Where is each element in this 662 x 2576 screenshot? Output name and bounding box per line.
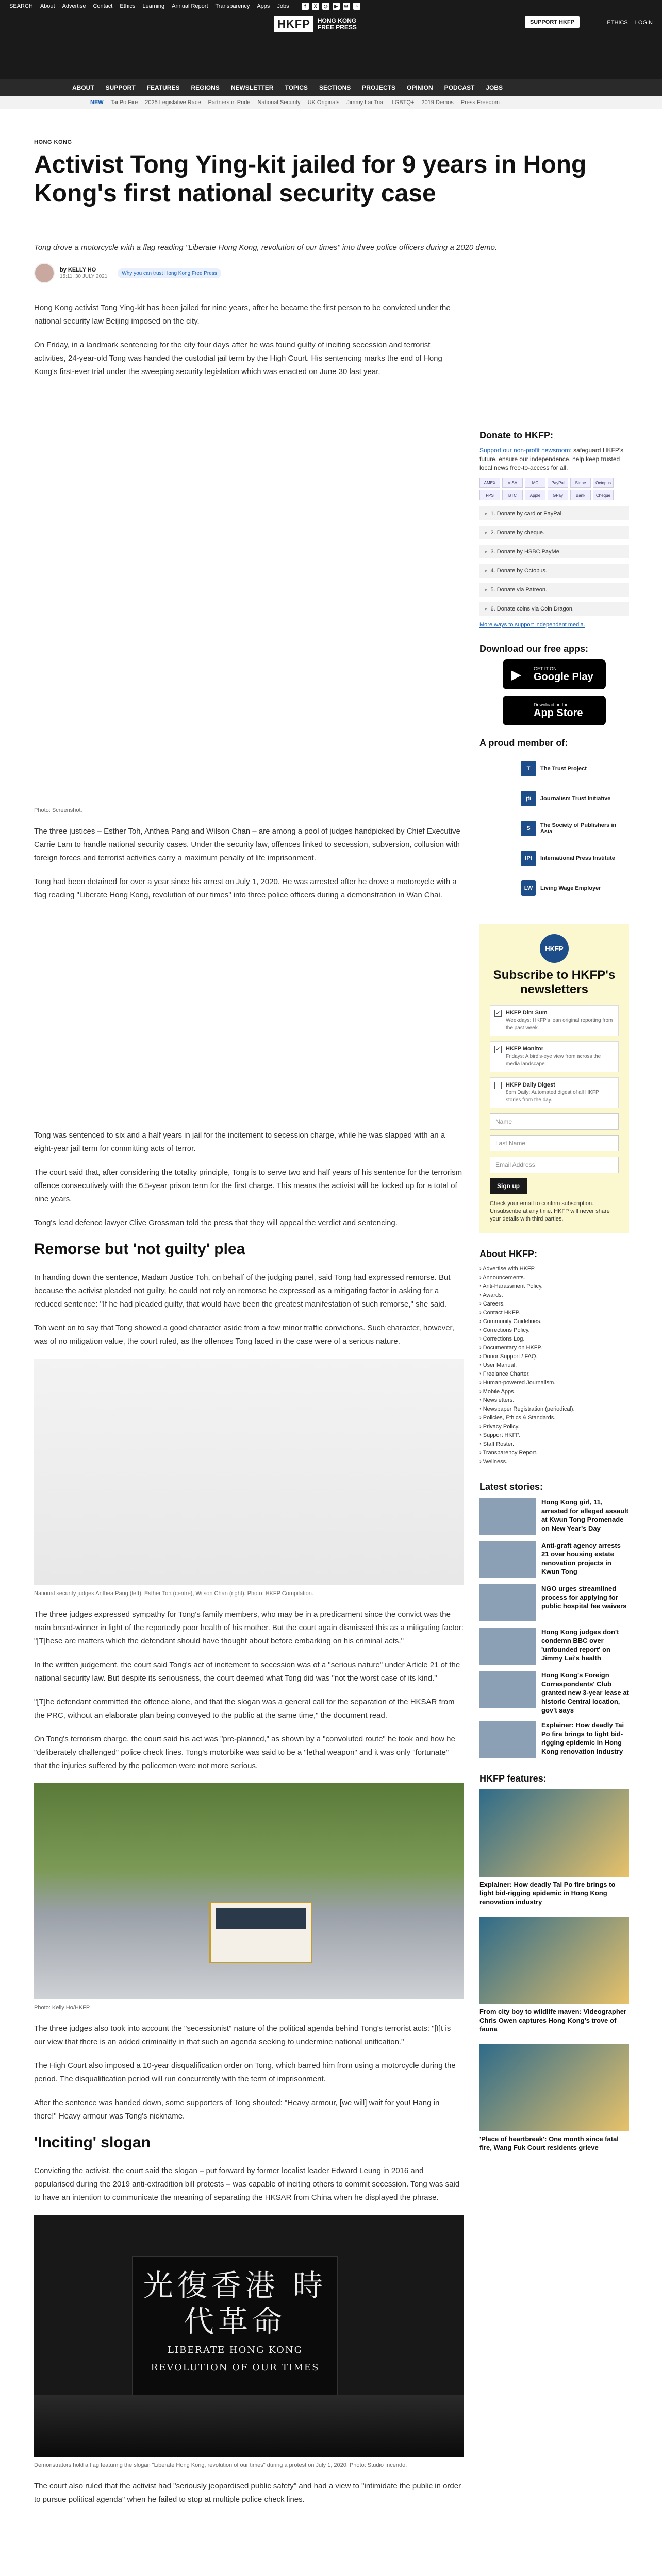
site-header (0, 12, 662, 79)
donate-option[interactable]: ▸ 6. Donate coins via Coin Dragon. (479, 602, 629, 616)
sopa-icon: S (521, 821, 536, 836)
last-name-input[interactable]: Last Name (490, 1135, 619, 1151)
byline (34, 263, 221, 283)
contact-link[interactable]: Contact (93, 3, 113, 9)
about-link[interactable]: › Newspaper Registration (periodical). (479, 1405, 629, 1414)
utility-bar (0, 0, 662, 12)
annual-report-link[interactable]: Annual Report (172, 3, 208, 9)
support-button[interactable]: SUPPORT HKFP (525, 16, 580, 28)
nav-about[interactable]: ABOUT (72, 84, 94, 91)
trending-item[interactable]: Press Freedom (460, 99, 500, 106)
nav-support[interactable]: SUPPORT (105, 84, 136, 91)
crowd-silhouette (34, 2395, 464, 2457)
instagram-icon[interactable]: ◎ (322, 3, 329, 10)
jobs-link[interactable]: Jobs (277, 3, 289, 9)
flag-chinese-text: 光復香港 時代革命 (143, 2268, 327, 2339)
google-play-label: Google Play (534, 671, 593, 683)
story-thumbnail (479, 1721, 536, 1758)
fps-icon: FPS (479, 490, 500, 500)
judges-photo (34, 1359, 464, 1585)
trending-new-label: NEW (90, 99, 104, 106)
embedded-media (34, 912, 464, 1129)
about-link[interactable]: › Wellness. (479, 1458, 629, 1466)
paragraph: The three judges expressed sympathy for Tong's family members, who may be in a predicament since the convict was the main bread-winner in light of the reportedly poor health of his mother. But the court again dismissed this as a mitigating factor: "[T]hese are matters which the defendant should have thought about before embarking on his criminal acts." (34, 1610, 464, 1646)
trending-item[interactable]: 2019 Demos (421, 99, 454, 106)
article-headline: Activist Tong Ying-kit jailed for 9 years in Hong Kong's first national security case (34, 151, 587, 207)
octopus-icon: Octopus (593, 478, 614, 488)
ipi-icon: IPI (521, 851, 536, 866)
about-link[interactable]: › Anti-Harassment Policy. (479, 1282, 629, 1291)
about-link[interactable]: › User Manual. (479, 1361, 629, 1370)
bitcoin-icon: BTC (502, 490, 523, 500)
email-input[interactable]: Email Address (490, 1157, 619, 1173)
donate-option[interactable]: ▸ 3. Donate by HSBC PayMe. (479, 545, 629, 558)
feature-card[interactable]: 'Place of heartbreak': One month since fatal fire, Wang Fuk Court residents grieve (479, 2044, 629, 2152)
paragraph: On Tong's terrorism charge, the court said his act was "pre-planned," as shown by a "convoluted route" he took and how he "deliberately challenged" police check lines. Tong's motorbike was said to be a "lethal weapon" and it was only "fortunate" that the injuries suffered by the policemen were not more serious. (34, 1735, 455, 1770)
feature-image (479, 1789, 629, 1877)
nav-features[interactable]: FEATURES (146, 84, 180, 91)
apps-title: Download our free apps: (479, 643, 589, 654)
newsletter-widget (479, 924, 629, 1233)
google-play-button[interactable] (503, 659, 606, 689)
paypal-icon: PayPal (548, 478, 568, 488)
about-link[interactable]: › Support HKFP. (479, 1431, 629, 1440)
donate-option[interactable]: ▸ 1. Donate by card or PayPal. (479, 506, 629, 520)
story-thumbnail (479, 1628, 536, 1665)
trending-item[interactable]: National Security (257, 99, 301, 106)
member-logo[interactable]: jti Journalism Trust Initiative (479, 784, 629, 814)
donate-intro-text: safeguard HKFP's future, ensure our independence, help keep trusted local news free-to-access for all. (479, 447, 624, 471)
checkbox-checked-icon[interactable]: ✓ (494, 1010, 502, 1017)
about-link[interactable]: › Privacy Policy. (479, 1422, 629, 1431)
email-icon[interactable]: ✉ (343, 3, 350, 10)
paragraph: The court said that, after considering the totality principle, Tong is to serve two and half years of his sentence for the terrorism offence consecutively with the 6.5-year prison term for the first charge. This means the activist will be locked up for a total of nine years. (34, 1168, 462, 1204)
about-link[interactable]: › Policies, Ethics & Standards. (479, 1414, 629, 1422)
paragraph: "[T]he defendant committed the offence alone, and that the slogan was a general call for the separation of the HKSAR from the PRC, without an elaborate plan being conveyed to the public at the same time," the document read. (34, 1698, 455, 1720)
about-link[interactable]: › Human-powered Journalism. (479, 1379, 629, 1387)
google-pay-icon: GPay (548, 490, 568, 500)
logo-mark: HKFP (274, 16, 313, 32)
trending-item[interactable]: 2025 Legislative Race (145, 99, 201, 106)
trust-badge[interactable]: Why you can trust Hong Kong Free Press (118, 268, 221, 278)
ethics-link[interactable]: Ethics (120, 3, 136, 9)
about-links (479, 1265, 629, 1466)
cheque-icon: Cheque (593, 490, 614, 500)
google-play-icon: ▶ (511, 667, 521, 682)
about-link[interactable]: › Freelance Charter. (479, 1370, 629, 1379)
latest-story[interactable]: Anti-graft agency arrests 21 over housing estate renovation projects in Kwun Tong (479, 1541, 629, 1578)
paragraph: Toh went on to say that Tong showed a good character aside from a few minor traffic convictions. Such character, however, was of no mitigation value, the court ruled, as the offences Tong faced in the case were of a serious nature. (34, 1324, 454, 1346)
nav-opinion[interactable]: OPINION (406, 84, 433, 91)
payment-icons (479, 478, 629, 500)
latest-story[interactable]: NGO urges streamlined process for applying for public hospital fee waivers (479, 1584, 629, 1621)
story-thumbnail (479, 1498, 536, 1535)
latest-story[interactable]: Hong Kong judges don't condemn BBC over 'unfounded report' on Jimmy Lai's health (479, 1628, 629, 1665)
donate-intro-link[interactable]: Support our non-profit newsroom: (479, 447, 572, 454)
checkbox-icon[interactable] (494, 1082, 502, 1089)
member-logo[interactable]: T The Trust Project (479, 754, 629, 784)
jti-icon: jti (521, 791, 536, 806)
about-link[interactable]: › Donor Support / FAQ. (479, 1352, 629, 1361)
image-caption: Photo: Kelly Ho/HKFP. (34, 2005, 91, 2011)
apps-link[interactable]: Apps (257, 3, 270, 9)
transparency-link[interactable]: Transparency (215, 3, 250, 9)
paragraph: After the sentence was handed down, some supporters of Tong shouted: "Heavy armour, [we will] wait for you! Hang in there!" Heavy armour was Tong's nickname. (34, 2098, 440, 2121)
donate-widget (479, 430, 629, 628)
trending-item[interactable]: Partners in Pride (208, 99, 251, 106)
trending-item[interactable]: UK Originals (307, 99, 340, 106)
google-play-small: GET IT ON (534, 666, 557, 671)
article-category[interactable]: HONG KONG (34, 139, 72, 145)
x-icon[interactable]: X (312, 3, 319, 10)
app-store-small: Download on the (534, 702, 569, 707)
story-thumbnail (479, 1541, 536, 1578)
logo-line-1: HONG KONG (317, 16, 357, 24)
story-thumbnail (479, 1584, 536, 1621)
about-link[interactable]: › Contact HKFP. (479, 1309, 629, 1317)
feature-image (479, 1917, 629, 2004)
trending-item[interactable]: LGBTQ+ (391, 99, 415, 106)
author-avatar[interactable] (34, 263, 55, 283)
about-link[interactable]: › Announcements. (479, 1274, 629, 1282)
about-link[interactable]: › Mobile Apps. (479, 1387, 629, 1396)
flag-english-line-2: REVOLUTION OF OUR TIMES (151, 2362, 320, 2373)
feature-image (479, 2044, 629, 2131)
section-heading: 'Inciting' slogan (34, 2134, 151, 2151)
about-link[interactable]: › Newsletters. (479, 1396, 629, 1405)
latest-story[interactable]: Hong Kong girl, 11, arrested for alleged assault at Kwun Tong Promenade on New Year's Day (479, 1498, 629, 1535)
about-link[interactable]: › Staff Roster. (479, 1440, 629, 1449)
article-body (34, 301, 464, 2517)
logo-line-2: FREE PRESS (317, 24, 357, 31)
about-link[interactable]: › Careers. (479, 1300, 629, 1309)
paragraph: Convicting the activist, the court said the slogan – put forward by former localist leader Edward Leung in 2016 and popularised during the 2019 anti-extradition bill protests – was capable of inciting others to commit secession. Tong was said to have an intention to communicate the meaning of separating the HKSAR from China when he displayed the phrase. (34, 2166, 460, 2202)
nav-newsletter[interactable]: NEWSLETTER (230, 84, 274, 91)
about-link[interactable]: › Awards. (479, 1291, 629, 1300)
learning-link[interactable]: Learning (142, 3, 165, 9)
paragraph: Tong had been detained for over a year since his arrest on July 1, 2020. He was arrested after he drove a motorcycle with a flag reading "Liberate Hong Kong, revolution of our times" into three police officers during a demonstration in Wan Chai. (34, 877, 457, 900)
latest-story[interactable]: Hong Kong's Foreign Correspondents' Club granted new 3-year lease at historic Central location, gov't says (479, 1671, 629, 1715)
amex-icon: AMEX (479, 478, 500, 488)
newsletter-logo: HKFP (540, 934, 569, 963)
member-logo[interactable]: LW Living Wage Employer (479, 873, 629, 903)
search-link[interactable]: SEARCH (9, 3, 33, 9)
first-name-input[interactable]: Name (490, 1113, 619, 1130)
nav-podcast[interactable]: PODCAST (444, 84, 475, 91)
rss-icon[interactable]: ◔ (353, 3, 360, 10)
nav-regions[interactable]: REGIONS (191, 84, 220, 91)
image-caption: Photo: Screenshot. (34, 807, 82, 814)
stripe-icon: Stripe (570, 478, 591, 488)
trust-project-icon: T (521, 761, 536, 776)
donate-option[interactable]: ▸ 5. Donate via Patreon. (479, 583, 629, 597)
newsletter-option[interactable]: ✓ HKFP Monitor Fridays: A bird's-eye view from across the media landscape. (490, 1041, 619, 1072)
protest-flag (132, 2256, 338, 2400)
donate-option[interactable]: ▸ 4. Donate by Octopus. (479, 564, 629, 578)
feature-card[interactable]: Explainer: How deadly Tai Po fire brings to light bid-rigging epidemic in Hong Kong renovation industry (479, 1789, 629, 1906)
story-thumbnail (479, 1671, 536, 1708)
mastercard-icon: MC (525, 478, 545, 488)
publish-date: 15:11, 30 JULY 2021 (60, 274, 108, 279)
embedded-image (34, 389, 464, 806)
paragraph: Hong Kong activist Tong Ying-kit has been jailed for nine years, after he became the first person to be convicted under the national security law Beijing imposed on the city. (34, 303, 451, 326)
header-ethics-link[interactable]: ETHICS (607, 20, 628, 26)
nav-topics[interactable]: TOPICS (285, 84, 308, 91)
court-building-photo (34, 1783, 464, 1999)
nav-projects[interactable]: PROJECTS (362, 84, 395, 91)
nav-sections[interactable]: SECTIONS (319, 84, 351, 91)
paragraph: Tong was sentenced to six and a half years in jail for the incitement to secession charge, while he was slapped with an a eight-year jail term for committing acts of terror. (34, 1131, 445, 1153)
newsletter-title: Subscribe to HKFP's newsletters (493, 968, 616, 996)
bus-shape (209, 1902, 312, 1963)
newsletter-option[interactable]: ✓ HKFP Dim Sum Weekdays: HKFP's lean original reporting from the past week. (490, 1005, 619, 1036)
about-link[interactable]: › Transparency Report. (479, 1449, 629, 1458)
paragraph: The High Court also imposed a 10-year disqualification order on Tong, which barred him from using a motorcycle during the period. The disqualification period will run concurrently with the term of imprisonment. (34, 2061, 456, 2083)
checkbox-checked-icon[interactable]: ✓ (494, 1046, 502, 1053)
image-caption: National security judges Anthea Pang (left), Esther Toh (centre), Wilson Chan (right). Photo: HKFP Compilation. (34, 1590, 313, 1597)
donate-title: Donate to HKFP: (479, 430, 553, 440)
app-store-label: App Store (534, 707, 583, 719)
paragraph: The court also ruled that the activist had "seriously jeopardised public safety" and had a view to "intimidate the public in order to pursue political agenda" when he failed to stop at multiple police check lines. (34, 2482, 461, 2504)
advertise-link[interactable]: Advertise (62, 3, 86, 9)
apple-pay-icon: Apple (525, 490, 545, 500)
trending-item[interactable]: Jimmy Lai Trial (346, 99, 385, 106)
trending-bar (0, 96, 662, 109)
paragraph: Tong's lead defence lawyer Clive Grossman told the press that they will appeal the verdict and sentencing. (34, 1218, 398, 1227)
login-link[interactable]: LOGIN (635, 20, 653, 26)
latest-title: Latest stories: (479, 1482, 543, 1492)
living-wage-icon: LW (521, 880, 536, 896)
features-title: HKFP features: (479, 1773, 547, 1784)
paragraph: In the written judgement, the court said Tong's act of incitement to secession was of a "serious nature" under Article 21 of the national security law. But despite its seriousness, the court deemed what Tong did was "not the worst case of its kind." (34, 1660, 460, 1683)
app-store-button[interactable] (503, 696, 606, 725)
author-name[interactable]: by KELLY HO (60, 267, 96, 273)
feature-card[interactable]: From city boy to wildlife maven: Videographer Chris Owen captures Hong Kong's trove of fauna (479, 1917, 629, 2033)
paragraph: In handing down the sentence, Madam Justice Toh, on behalf of the judging panel, said Tong had expressed remorse. But because the activist pleaded not guilty, he could not rely on remorse he expressed as a mitigating factor in asking for a reduced sentence: "If he had pleaded guilty, that would have been the greatest manifestation of such remorse," she said. (34, 1273, 451, 1309)
sidebar (479, 430, 629, 2162)
newsletter-note: Check your email to confirm subscription. Unsubscribe at any time. HKFP will never share your details with third parties. (490, 1200, 610, 1222)
latest-story[interactable]: Explainer: How deadly Tai Po fire brings to light bid-rigging epidemic in Hong Kong renovation industry (479, 1721, 629, 1758)
article-standfirst: Tong drove a motorcycle with a flag reading "Liberate Hong Kong, revolution of our times" into three police officers during a 2020 demo. (34, 243, 498, 252)
visa-icon: VISA (502, 478, 523, 488)
site-logo[interactable] (274, 16, 357, 32)
newsletter-option[interactable]: HKFP Daily Digest 8pm Daily: Automated digest of all HKFP stories from the day. (490, 1077, 619, 1108)
paragraph: The three justices – Esther Toh, Anthea Pang and Wilson Chan – are among a pool of judges handpicked by Chief Executive Carrie Lam to handle national security cases. Under the security law, offences linked to secession, subversion, collusion with foreign forces and terrorist activities carry a maximum penalty of life imprisonment. (34, 827, 460, 862)
about-link[interactable]: › Advertise with HKFP. (479, 1265, 629, 1274)
bank-icon: Bank (570, 490, 591, 500)
section-heading: Remorse but 'not guilty' plea (34, 1241, 245, 1258)
about-link[interactable]: About (40, 3, 55, 9)
about-link[interactable]: › Documentary on HKFP. (479, 1344, 629, 1352)
member-title: A proud member of: (479, 738, 568, 748)
youtube-icon[interactable]: ▶ (333, 3, 340, 10)
nav-jobs[interactable]: JOBS (486, 84, 503, 91)
about-link[interactable]: › Corrections Log. (479, 1335, 629, 1344)
paragraph: The three judges also took into account the "secessionist" nature of the political agenda behind Tong's terrorist acts: "[I]t is our view that there is an added criminality in that such an agenda seeking to undermine national unification." (34, 2024, 451, 2046)
paragraph: On Friday, in a landmark sentencing for the city four days after he was found guilty of inciting secession and terrorist activities, 24-year-old Tong was handed the custodial jail term by the High Court. His sentencing marks the end of Hong Kong's first-ever trial under the sweeping security legislation which was enacted on June 30 last year. (34, 341, 442, 376)
trending-item[interactable]: Tai Po Fire (110, 99, 138, 106)
about-link[interactable]: › Corrections Policy. (479, 1326, 629, 1335)
about-title: About HKFP: (479, 1249, 537, 1259)
member-logo[interactable]: IPI International Press Institute (479, 843, 629, 873)
main-nav (0, 79, 662, 96)
more-ways-link[interactable]: More ways to support independent media. (479, 622, 585, 628)
about-link[interactable]: › Community Guidelines. (479, 1317, 629, 1326)
signup-button[interactable]: Sign up (490, 1178, 527, 1194)
flag-english-line-1: LIBERATE HONG KONG (167, 2345, 303, 2355)
protest-flag-photo (34, 2215, 464, 2457)
donate-option[interactable]: ▸ 2. Donate by cheque. (479, 526, 629, 539)
image-caption: Demonstrators hold a flag featuring the slogan "Liberate Hong Kong, revolution of our times" during a protest on July 1, 2020. Photo: Studio Incendo. (34, 2462, 407, 2468)
facebook-icon[interactable]: f (302, 3, 309, 10)
member-logo[interactable]: S The Society of Publishers in Asia (479, 814, 629, 843)
